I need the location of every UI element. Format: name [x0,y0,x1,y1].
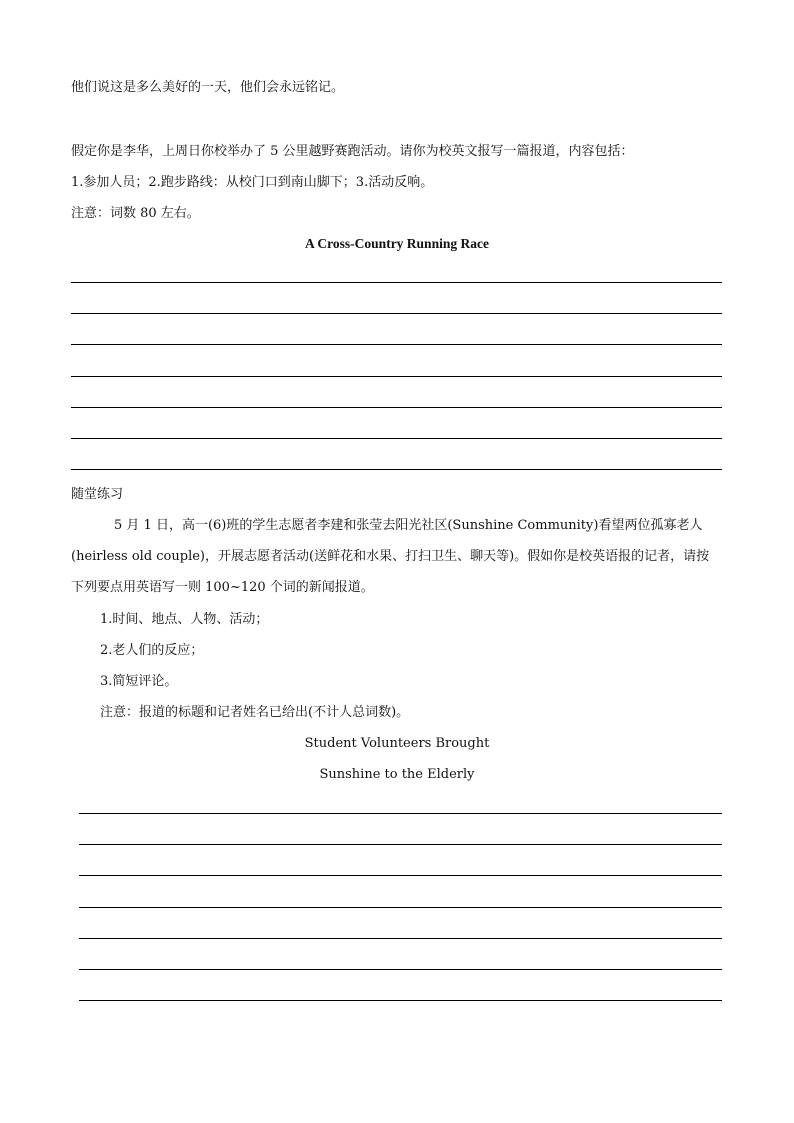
practice-title-line: Sunshine to the Elderly [319,767,475,782]
writing-line [79,1000,722,1001]
writing-line [71,407,722,408]
writing-line [79,875,722,876]
writing-line [71,344,722,345]
writing-line [79,813,722,814]
writing-line [71,282,722,283]
task1-essay-title: A Cross-Country Running Race [305,236,489,251]
writing-line [71,313,722,314]
task1-note: 注意：词数 80 左右。 [71,206,200,221]
writing-line [79,969,722,970]
practice-paragraph-line: (heirless old couple)，开展志愿者活动(送鲜花和水果、打扫卫生、聊天等)。假如你是校英语报的记者，请按 [71,549,710,564]
intro-line: 他们说这是多么美好的一天，他们会永远铭记。 [71,80,345,95]
writing-line [71,438,722,439]
writing-line [79,907,722,908]
practice-heading: 随堂练习 [71,487,124,502]
task1-prompt: 假定你是李华，上周日你校举办了 5 公里越野赛跑活动。请你为校英文报写一篇报道，内容包括： [71,144,634,159]
practice-title-line: Student Volunteers Brought [304,736,490,751]
writing-line [71,376,722,377]
task1-points: 1.参加人员；2.跑步路线：从校门口到南山脚下；3.活动反响。 [71,175,434,190]
practice-point: 1.时间、地点、人物、活动； [100,612,269,627]
practice-point: 2.老人们的反应； [100,643,204,658]
writing-line [79,844,722,845]
practice-note: 注意：报道的标题和记者姓名已给出(不计人总词数)。 [100,705,410,720]
practice-point: 3.简短评论。 [100,674,178,689]
writing-line [79,938,722,939]
practice-paragraph-line: 下列要点用英语写一则 100~120 个词的新闻报道。 [71,580,374,595]
writing-line [71,469,722,470]
practice-paragraph-line: 5 月 1 日，高一(6)班的学生志愿者李建和张莹去阳光社区(Sunshine Community)看望两位孤寡老人 [114,518,703,533]
